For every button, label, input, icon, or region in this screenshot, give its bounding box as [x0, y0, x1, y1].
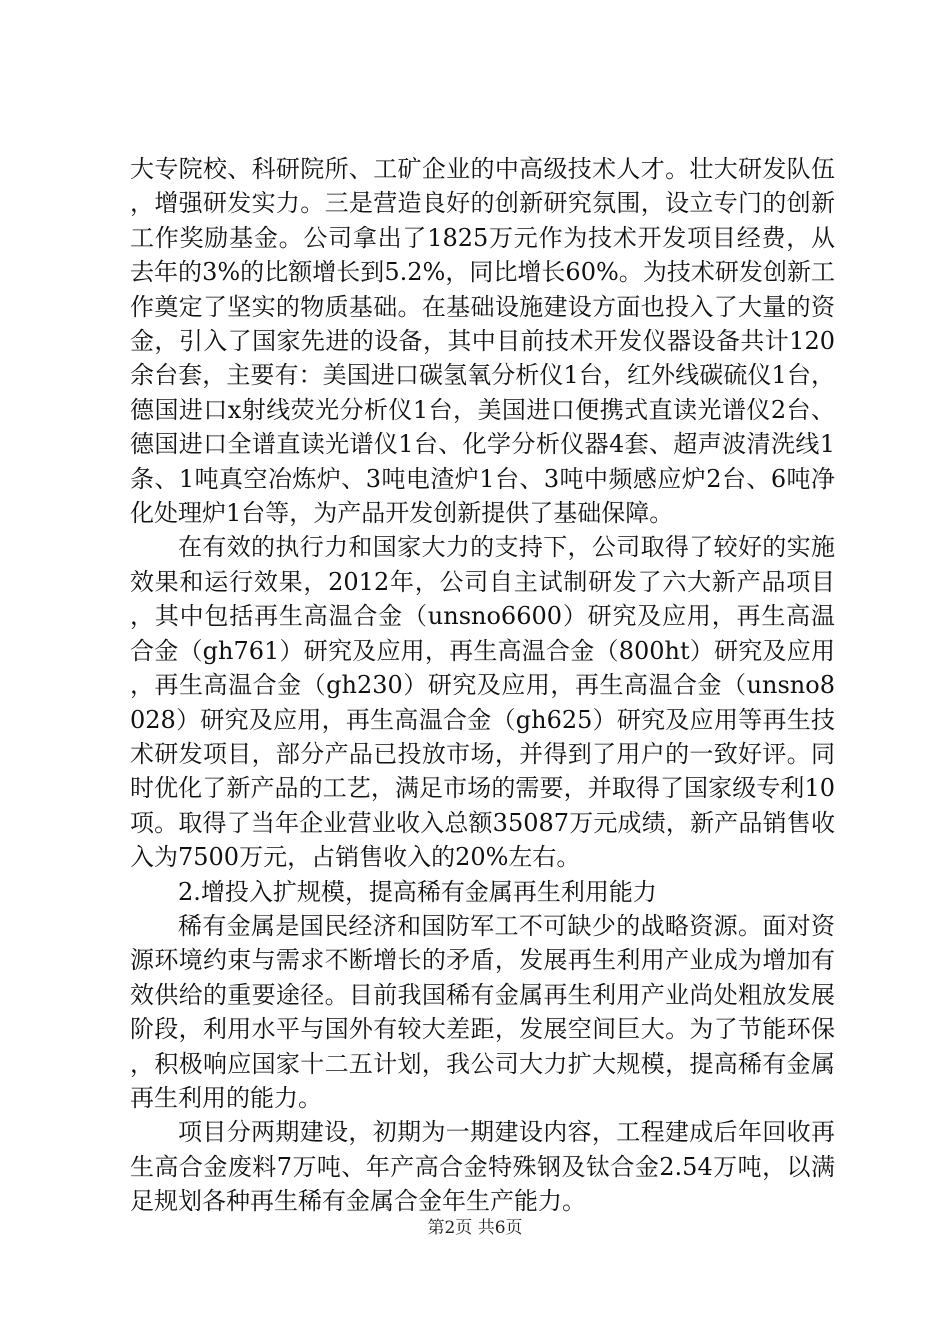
paragraph-rare-metals: 稀有金属是国民经济和国防军工不可缺少的战略资源。面对资源环境约束与需求不断增长的矛盾，发展再生利用产业成为增加有效供给的重要途径。目前我国稀有金属再生利用产业尚处粗放发展阶段，利用水平与国外有较大差距，发展空间巨大。为了节能环保，积极响应国家十二五计划，我公司大力扩大规模，提高稀有金属再生利用的能力。 — [130, 911, 835, 1112]
paragraph-achievements: 在有效的执行力和国家大力的支持下，公司取得了较好的实施效果和运行效果，2012年，公司自主试制研发了六大新产品项目，其中包括再生高温合金（unsno6600）研究及应用，再生高温合金（gh761）研究及应用，再生高温合金（800ht）研究及应用，再生高温合金（gh230）研究及应用，再生高温合金（unsno8028）研究及应用，再生高温合金（gh625）研究及应用等再生技术研发项目，部分产品已投放市场，并得到了用户的一致好评。同时优化了新产品的工艺，满足市场的需要，并取得了国家级专利10项。取得了当年企业营业收入总额35087万元成绩，新产品销售收入为7500万元，占销售收入的20%左右。 — [130, 533, 835, 872]
paragraph-continued: 大专院校、科研院所、工矿企业的中高级技术人才。壮大研发队伍，增强研发实力。三是营造良好的创新研究氛围，设立专门的创新工作奖励基金。公司拿出了1825万元作为技术开发项目经费，从去年的3%的比额增长到5.2%，同比增长60%。为技术研发创新工作奠定了坚实的物质基础。在基础设施建设方面也投入了大量的资金，引入了国家先进的设备，其中目前技术开发仪器设备共计120余台套，主要有：美国进口碳氢氧分析仪1台，红外线碳硫仪1台，德国进口x射线荧光分析仪1台，美国进口便携式直读光谱仪2台、德国进口全谱直读光谱仪1台、化学分析仪器4套、超声波清洗线1条、1吨真空冶炼炉、3吨电渣炉1台、3吨中频感应炉2台、6吨净化处理炉1台等，为产品开发创新提供了基础保障。 — [130, 155, 835, 528]
document-body — [130, 152, 835, 1219]
paragraph-project-phases: 项目分两期建设，初期为一期建设内容，工程建成后年回收再生高合金废料7万吨、年产高合金特殊钢及钛合金2.54万吨，以满足规划各种再生稀有金属合金年生产能力。 — [130, 1118, 835, 1216]
section-heading: 2.增投入扩规模，提高稀有金属再生利用能力 — [178, 877, 657, 906]
page-footer: 第2页 共6页 — [427, 1218, 523, 1238]
